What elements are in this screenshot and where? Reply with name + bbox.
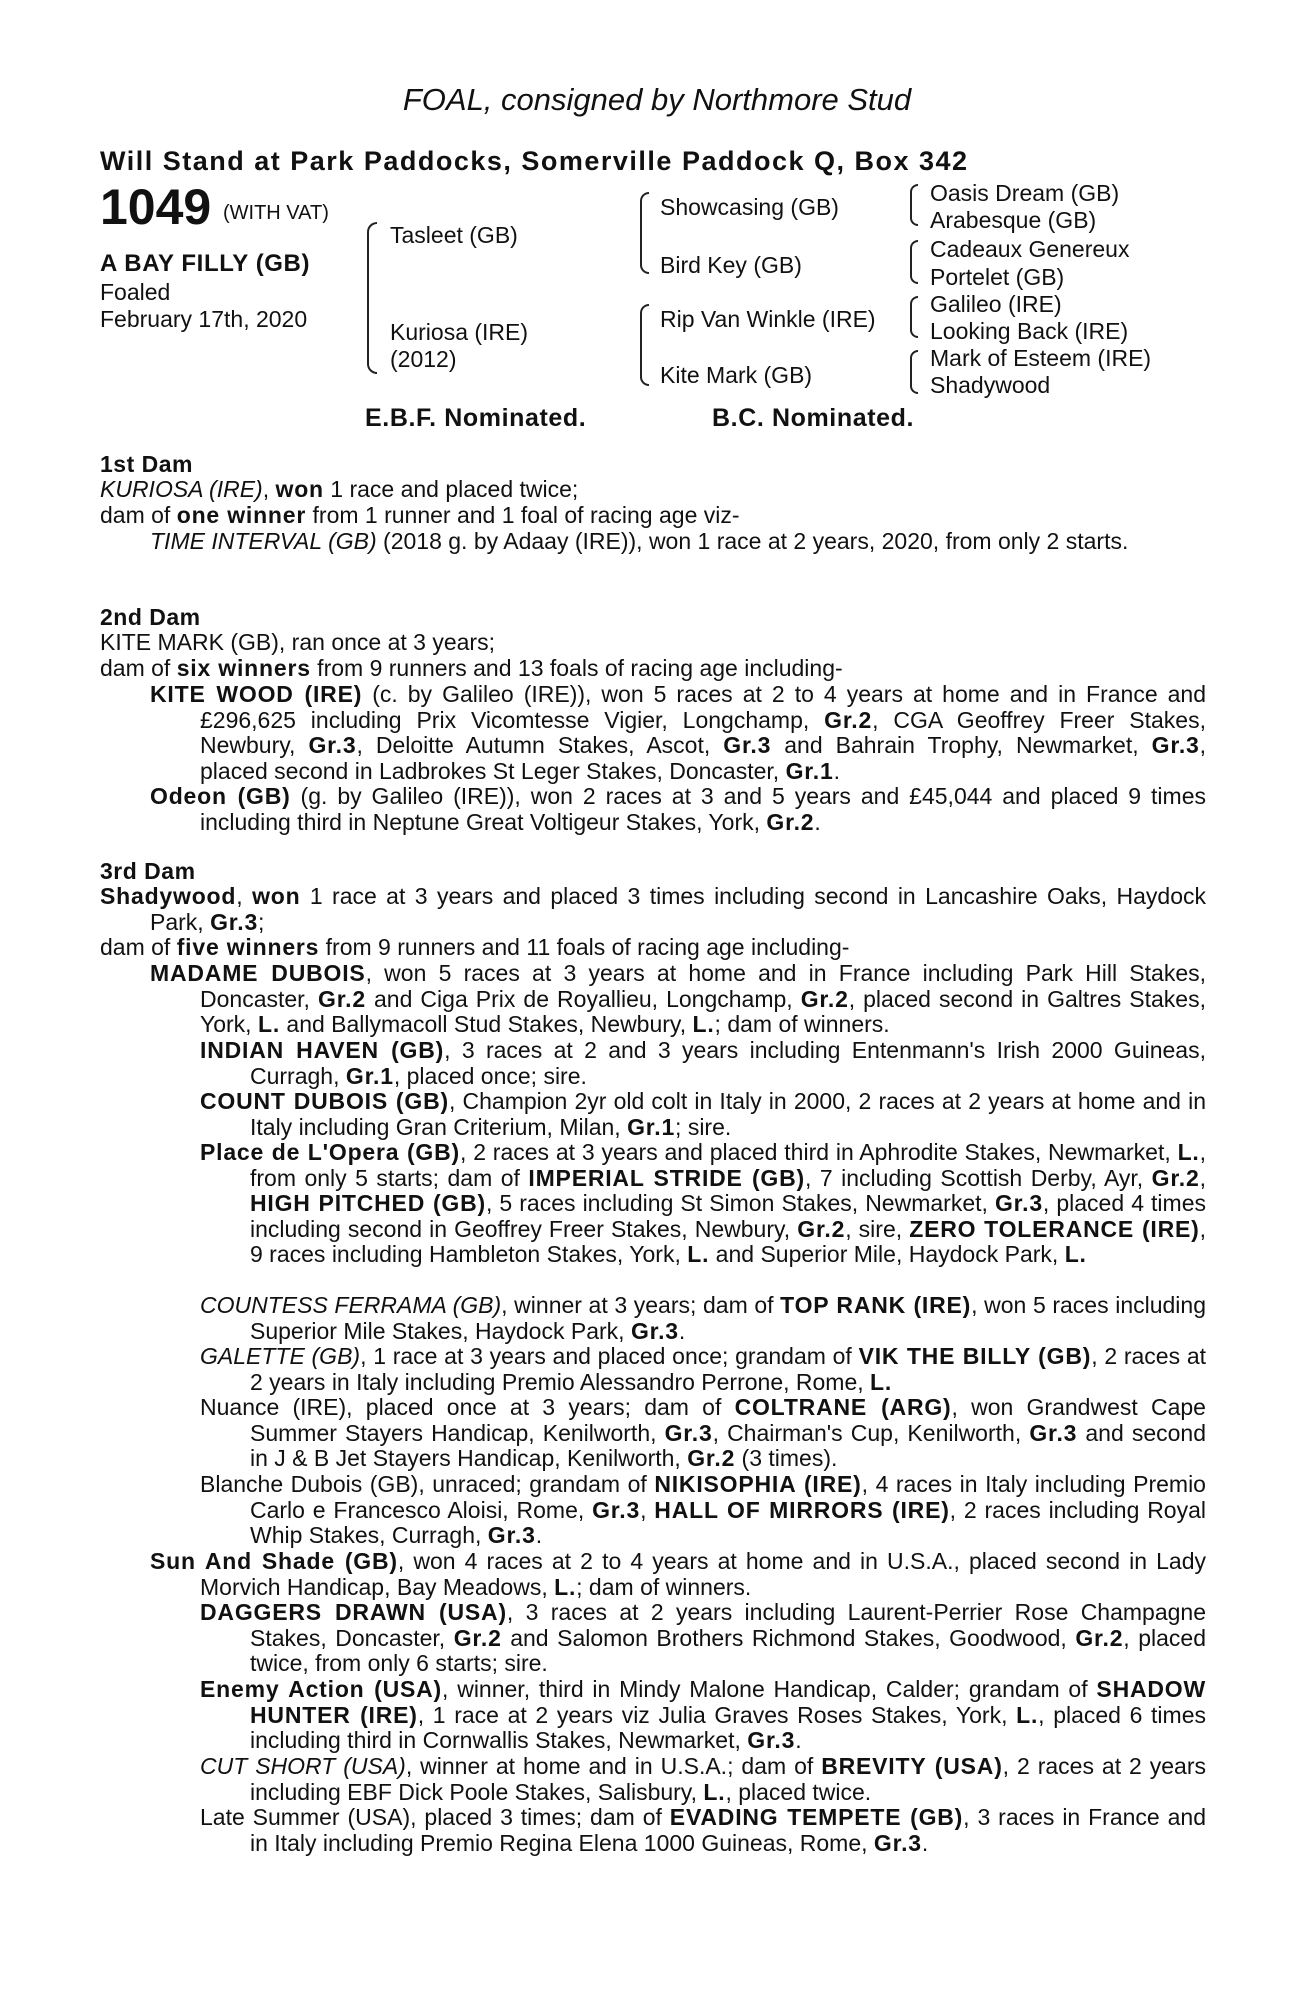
first-dam-record: KURIOSA (IRE), won 1 race and placed twice; <box>100 476 579 502</box>
pedigree-dam-year: (2012) <box>390 346 457 372</box>
pedigree-brace-g3c <box>910 296 918 338</box>
pedigree-brace-g3b <box>910 240 918 284</box>
progeny-sun-and-shade: Sun And Shade (GB), won 4 races at 2 to 4 years at home and in U.S.A., placed second in Lady Morvich Handicap, Bay Meadows, L.; dam of winners. <box>150 1548 1206 1600</box>
second-dam-heading: 2nd Dam <box>100 604 201 630</box>
second-dam-progeny-kite-wood: KITE WOOD (IRE) (c. by Galileo (IRE)), won 5 races at 2 to 4 years at home and in France and £296,625 including Prix Vicomtesse Vigier, Longchamp, Gr.2, CGA Geoffrey Freer Stakes, Newbury, Gr.3, Deloitte Autumn Stakes, Ascot, Gr.3 and Bahrain Trophy, Newmarket, Gr.3, placed second in Ladbrokes St Leger Stakes, Doncaster, Gr.1. <box>150 681 1207 784</box>
progeny-madame-dubois: MADAME DUBOIS, won 5 races at 3 years at home and in France including Park Hill Stakes, Doncaster, Gr.2 and Ciga Prix de Royallieu, Longchamp, Gr.2, placed second in Galtres Stakes, York, L. and Ballymacoll Stud Stakes, Newbury, L.; dam of winners. <box>150 960 1206 1037</box>
pedigree-brace-dam <box>640 304 649 386</box>
progeny-place-de-lopera: Place de L'Opera (GB), 2 races at 3 years and placed third in Aphrodite Stakes, Newmarket, L., from only 5 starts; dam of IMPERIAL STRIDE (GB), 7 including Scottish Derby, Ayr, Gr.2, HIGH PITCHED (GB), 5 races including St Simon Stakes, Newmarket, Gr.3, placed 4 times including second in Geoffrey Freer Stakes, Newbury, Gr.2, sire, ZERO TOLERANCE (IRE), 9 races including Hambleton Stakes, York, L. and Superior Mile, Haydock Park, L. <box>200 1139 1206 1267</box>
foaled-date: February 17th, 2020 <box>100 306 308 332</box>
pedigree-g3-4: Portelet (GB) <box>930 264 1065 290</box>
pedigree-brace-sire <box>640 192 649 274</box>
pedigree-brace-gen1 <box>367 222 377 374</box>
pedigree-g3-1: Oasis Dream (GB) <box>930 180 1120 206</box>
progeny-count-dubois: COUNT DUBOIS (GB), Champion 2yr old colt in Italy in 2000, 2 races at 2 years at home and in Italy including Gran Criterium, Milan, Gr.1; sire. <box>200 1088 1207 1140</box>
pedigree-g3-8: Shadywood <box>930 372 1051 398</box>
pedigree-g3-3: Cadeaux Genereux <box>930 236 1130 262</box>
lot-number: 1049 <box>100 179 212 235</box>
pedigree-brace-g3d <box>910 350 918 394</box>
pedigree-dam-sire: Rip Van Winkle (IRE) <box>660 306 876 332</box>
pedigree-brace-g3a <box>910 184 918 226</box>
progeny-enemy-action: Enemy Action (USA), winner, third in Mindy Malone Handicap, Calder; grandam of SHADOW HUNTER (IRE), 1 race at 2 years viz Julia Graves Roses Stakes, York, L., placed 6 times including third in Cornwallis Stakes, Newmarket, Gr.3. <box>200 1676 1206 1753</box>
consignment-line: FOAL, consigned by Northmore Stud <box>402 82 912 117</box>
second-dam-produce: dam of six winners from 9 runners and 13 foals of racing age including- <box>100 655 843 681</box>
pedigree-dam: Kuriosa (IRE) <box>390 319 529 345</box>
progeny-daggers-drawn: DAGGERS DRAWN (USA), 3 races at 2 years including Laurent-Perrier Rose Champagne Stakes, Doncaster, Gr.2 and Salomon Brothers Richmond Stakes, Goodwood, Gr.2, placed twice, from only 6 starts; sire. <box>200 1599 1207 1676</box>
foal-description: A BAY FILLY (GB) <box>100 250 311 277</box>
progeny-cut-short: CUT SHORT (USA), winner at home and in U.S.A.; dam of BREVITY (USA), 2 races at 2 years including EBF Dick Poole Stakes, Salisbury, L., placed twice. <box>200 1753 1206 1805</box>
pedigree-g3-7: Mark of Esteem (IRE) <box>930 345 1152 371</box>
second-dam-record: KITE MARK (GB), ran once at 3 years; <box>100 629 495 655</box>
foaled-label: Foaled <box>100 279 171 305</box>
progeny-nuance: Nuance (IRE), placed once at 3 years; dam of COLTRANE (ARG), won Grandwest Cape Summer Stayers Handicap, Kenilworth, Gr.3, Chairman's Cup, Kenilworth, Gr.3 and second in J & B Jet Stayers Handicap, Kenilworth, Gr.2 (3 times). <box>200 1394 1207 1471</box>
progeny-galette: GALETTE (GB), 1 race at 3 years and placed once; grandam of VIK THE BILLY (GB), 2 races at 2 years in Italy including Premio Alessandro Perrone, Rome, L. <box>200 1343 1206 1395</box>
third-dam-heading: 3rd Dam <box>100 858 196 884</box>
third-dam-produce: dam of five winners from 9 runners and 11 foals of racing age including- <box>100 934 850 960</box>
third-dam-record: Shadywood, won 1 race at 3 years and placed 3 times including second in Lancashire Oaks, Haydock Park, Gr.3; <box>100 883 1206 935</box>
pedigree-dam-dam: Kite Mark (GB) <box>660 362 813 388</box>
stand-location: Will Stand at Park Paddocks, Somerville Paddock Q, Box 342 <box>100 146 969 176</box>
vat-note: (WITH VAT) <box>223 202 329 224</box>
progeny-late-summer: Late Summer (USA), placed 3 times; dam of EVADING TEMPETE (GB), 3 races in France and in Italy including Premio Regina Elena 1000 Guineas, Rome, Gr.3. <box>200 1804 1206 1856</box>
bc-nominated: B.C. Nominated. <box>712 404 915 432</box>
progeny-countess-ferrama: COUNTESS FERRAMA (GB), winner at 3 years; dam of TOP RANK (IRE), won 5 races including Superior Mile Stakes, Haydock Park, Gr.3. <box>200 1292 1207 1344</box>
ebf-nominated: E.B.F. Nominated. <box>365 404 587 432</box>
progeny-indian-haven: INDIAN HAVEN (GB), 3 races at 2 and 3 years including Entenmann's Irish 2000 Guineas, Curragh, Gr.1, placed once; sire. <box>200 1037 1206 1089</box>
pedigree-g3-2: Arabesque (GB) <box>930 207 1097 233</box>
pedigree-g3-6: Looking Back (IRE) <box>930 318 1129 344</box>
second-dam-progeny-odeon: Odeon (GB) (g. by Galileo (IRE)), won 2 races at 3 and 5 years and £45,044 and placed 9 times including third in Neptune Great Voltigeur Stakes, York, Gr.2. <box>150 783 1206 835</box>
first-dam-produce: dam of one winner from 1 runner and 1 foal of racing age viz- <box>100 502 740 528</box>
first-dam-heading: 1st Dam <box>100 451 193 477</box>
pedigree-sire-dam: Bird Key (GB) <box>660 252 802 278</box>
first-dam-progeny: TIME INTERVAL (GB) (2018 g. by Adaay (IRE)), won 1 race at 2 years, 2020, from only 2 starts. <box>150 528 1129 554</box>
pedigree-g3-5: Galileo (IRE) <box>930 291 1062 317</box>
progeny-blanche-dubois: Blanche Dubois (GB), unraced; grandam of NIKISOPHIA (IRE), 4 races in Italy including Premio Carlo e Francesco Aloisi, Rome, Gr.3, HALL OF MIRRORS (IRE), 2 races including Royal Whip Stakes, Curragh, Gr.3. <box>200 1471 1206 1548</box>
pedigree-sire: Tasleet (GB) <box>390 222 518 248</box>
pedigree-sire-sire: Showcasing (GB) <box>660 194 839 220</box>
